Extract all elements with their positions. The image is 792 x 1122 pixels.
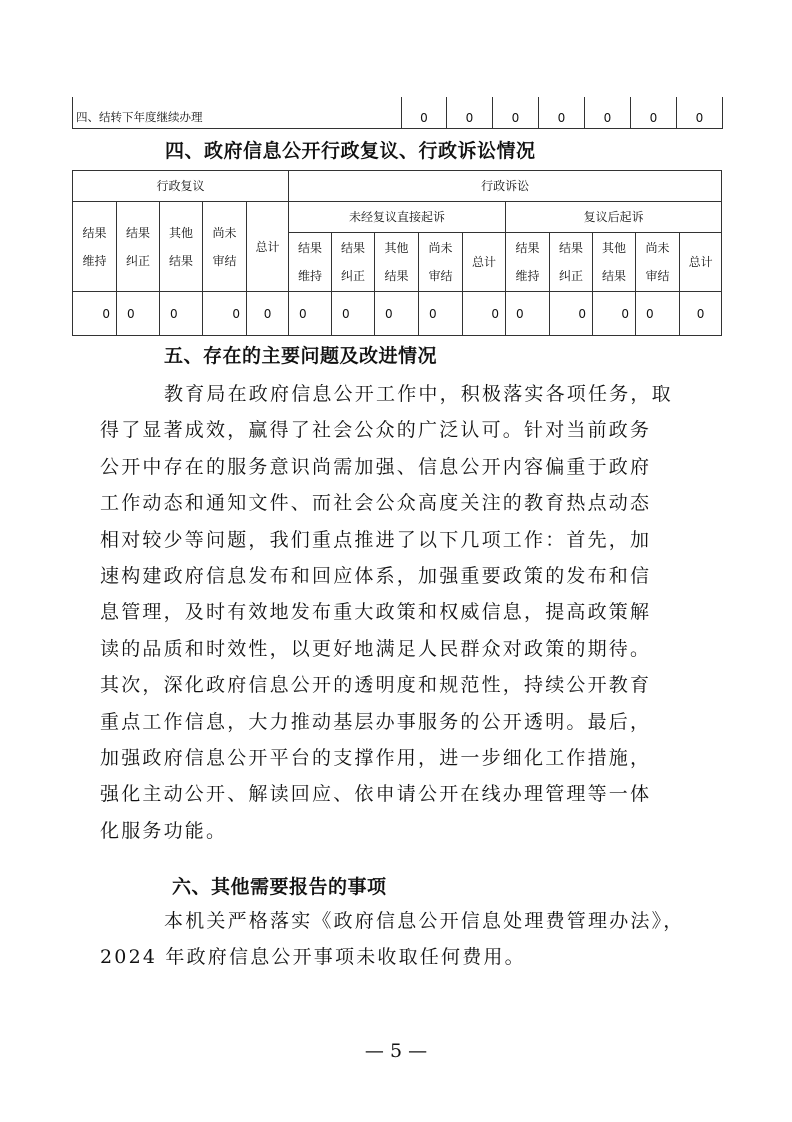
text-line: 得了显著成效，赢得了社会公众的广泛认可。针对当前政务 xyxy=(100,419,652,442)
cell-value: 0 xyxy=(419,292,463,336)
text-line: 本机关严格落实《政府信息公开信息处理费管理办法》， xyxy=(164,910,685,932)
cell-value: 0 xyxy=(539,97,585,129)
litigation-header: 行政诉讼 xyxy=(289,171,722,202)
section-6-body xyxy=(100,903,690,976)
review-litigation-table xyxy=(72,170,722,336)
text-line: 读的品质和时效性，以更好地满足人民群众对政策的期待。 xyxy=(100,637,652,660)
cell-value: 0 xyxy=(463,292,506,336)
cell-value: 0 xyxy=(550,292,593,336)
cell-value: 0 xyxy=(506,292,550,336)
text-line: 其次，深化政府信息公开的透明度和规范性，持续公开教育 xyxy=(100,674,652,697)
col-corrected: 结果 纠正 xyxy=(117,202,160,292)
text-line: 工作动态和通知文件、而社会公众高度关注的教育热点动态 xyxy=(100,492,652,515)
col-total: 总计 xyxy=(463,233,506,292)
col-total: 总计 xyxy=(247,202,289,292)
row-label: 四、结转下年度继续办理 xyxy=(73,97,402,129)
cell-value: 0 xyxy=(493,97,539,129)
text-line: 相对较少等问题，我们重点推进了以下几项工作：首先，加 xyxy=(100,528,652,551)
col-upheld: 结果 维持 xyxy=(506,233,550,292)
cell-value: 0 xyxy=(160,292,203,336)
header-row xyxy=(73,202,722,233)
cell-value: 0 xyxy=(636,292,680,336)
carryover-table xyxy=(72,97,723,129)
cell-value: 0 xyxy=(117,292,160,336)
col-corrected: 结果 纠正 xyxy=(332,233,375,292)
cell-value: 0 xyxy=(203,292,247,336)
text-line: 加强政府信息公开平台的支撑作用，进一步细化工作措施， xyxy=(100,747,652,770)
text-line: 重点工作信息，大力推动基层办事服务的公开透明。最后， xyxy=(100,710,652,733)
cell-value: 0 xyxy=(247,292,289,336)
cell-value: 0 xyxy=(631,97,677,129)
cell-value: 0 xyxy=(593,292,636,336)
col-upheld: 结果 维持 xyxy=(289,233,332,292)
section-4-title: 四、政府信息公开行政复议、行政诉讼情况 xyxy=(165,140,536,162)
after-review-header: 复议后起诉 xyxy=(506,202,722,233)
admin-review-header: 行政复议 xyxy=(73,171,289,202)
cell-value: 0 xyxy=(332,292,375,336)
col-pending: 尚未 审结 xyxy=(419,233,463,292)
col-upheld: 结果 维持 xyxy=(73,202,117,292)
section-6-title: 六、其他需要报告的事项 xyxy=(172,876,387,898)
text-line: 公开中存在的服务意识尚需加强、信息公开内容偏重于政府 xyxy=(100,455,652,478)
page-number: — 5 — xyxy=(364,1040,428,1062)
text-line: 2024 年政府信息公开事项未收取任何费用。 xyxy=(100,946,526,969)
col-other: 其他 结果 xyxy=(593,233,636,292)
table-row xyxy=(73,97,723,129)
col-corrected: 结果 纠正 xyxy=(550,233,593,292)
col-pending: 尚未 审结 xyxy=(203,202,247,292)
text-line: 速构建政府信息发布和回应体系，加强重要政策的发布和信 xyxy=(100,565,652,588)
text-line: 化服务功能。 xyxy=(100,819,228,842)
direct-suit-header: 未经复议直接起诉 xyxy=(289,202,506,233)
text-line: 息管理，及时有效地发布重大政策和权威信息，提高政策解 xyxy=(100,601,652,624)
cell-value: 0 xyxy=(402,97,447,129)
cell-value: 0 xyxy=(375,292,419,336)
cell-value: 0 xyxy=(73,292,117,336)
cell-value: 0 xyxy=(585,97,631,129)
col-total: 总计 xyxy=(680,233,722,292)
cell-value: 0 xyxy=(289,292,332,336)
table-row xyxy=(73,292,722,336)
section-5-body xyxy=(100,376,690,849)
cell-value: 0 xyxy=(447,97,493,129)
col-other: 其他 结果 xyxy=(375,233,419,292)
col-other: 其他 结果 xyxy=(160,202,203,292)
cell-value: 0 xyxy=(680,292,722,336)
text-line: 教育局在政府信息公开工作中，积极落实各项任务，取 xyxy=(164,383,673,405)
header-row xyxy=(73,171,722,202)
text-line: 强化主动公开、解读回应、依申请公开在线办理管理等一体 xyxy=(100,783,652,806)
cell-value: 0 xyxy=(677,97,723,129)
section-5-title: 五、存在的主要问题及改进情况 xyxy=(164,345,438,367)
col-pending: 尚未 审结 xyxy=(636,233,680,292)
